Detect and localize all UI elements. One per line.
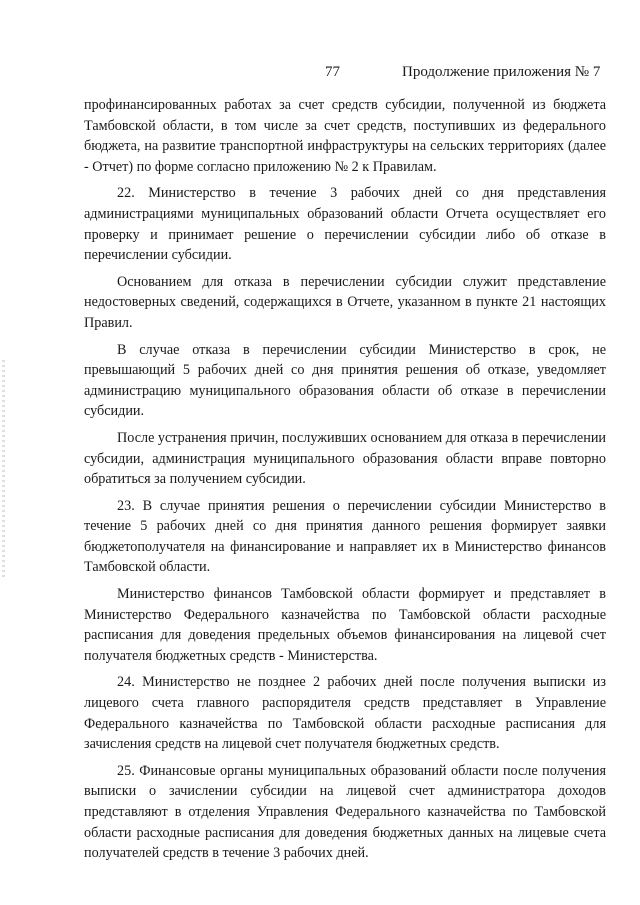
page-header — [0, 64, 640, 84]
paragraph-clause-25: 25. Финансовые органы муниципальных образований области после получения выписки о зачислении субсидии на лицевой счет администратора доходов представляют в отделения Управления Федерального казначейства по Тамбовской области расходные расписания для доведения бюджетных данных на лицевые счета получателей средств в течение 3 рабочих дней. — [84, 762, 606, 862]
paragraph-refusal-notice: В случае отказа в перечислении субсидии Министерство в срок, не превышающий 5 рабочих дней со дня принятия решения об отказе, уведомляет администрацию муниципального образования области об отказе в перечислении субсидии. — [84, 341, 606, 420]
document-body — [84, 95, 606, 864]
paragraph-refusal-grounds: Основанием для отказа в перечислении субсидии служит представление недостоверных сведений, содержащихся в Отчете, указанном в пункте 21 настоящих Правил. — [84, 273, 606, 331]
page-number: 77 — [325, 64, 340, 80]
paragraph-clause-24: 24. Министерство не позднее 2 рабочих дней после получения выписки из лицевого счета главного распорядителя средств представляет в Управление Федерального казначейства по Тамбовской области расходные расписания для зачисления средств на лицевой счет получателя бюджетных средств. — [84, 674, 606, 753]
paragraph-finance-ministry: Министерство финансов Тамбовской области формирует и представляет в Министерство Федерального казначейства по Тамбовской области расходные расписания для доведения предельных объемов финансирования на лицевой счет получателя бюджетных средств - Министерства. — [84, 586, 606, 664]
paragraph-clause-22: 22. Министерство в течение 3 рабочих дней со дня представления администрациями муниципальных образований области Отчета осуществляет его проверку и принимает решение о перечислении субсидии либо об отказе в перечислении субсидии. — [84, 185, 606, 264]
paragraph-reapply: После устранения причин, послуживших основанием для отказа в перечислении субсидии, администрация муниципального образования области вправе повторно обратиться за получением субсидии. — [84, 429, 606, 488]
paragraph-continuation: профинансированных работах за счет средств субсидии, полученной из бюджета Тамбовской области, в том числе за счет средств, поступивших из федерального бюджета, на развитие транспортной инфраструктуры на сельских территориях (далее - Отчет) по форме согласно приложению № 2 к Правилам. — [84, 97, 606, 175]
scan-edge-mark — [2, 360, 5, 580]
paragraph-clause-23: 23. В случае принятия решения о перечислении субсидии Министерство в течение 5 рабочих дней со дня принятия данного решения формирует заявки бюджетополучателя на финансирование и направляет их в Министерство финансов Тамбовской области. — [84, 497, 606, 576]
appendix-continuation-label: Продолжение приложения № 7 — [402, 64, 601, 80]
